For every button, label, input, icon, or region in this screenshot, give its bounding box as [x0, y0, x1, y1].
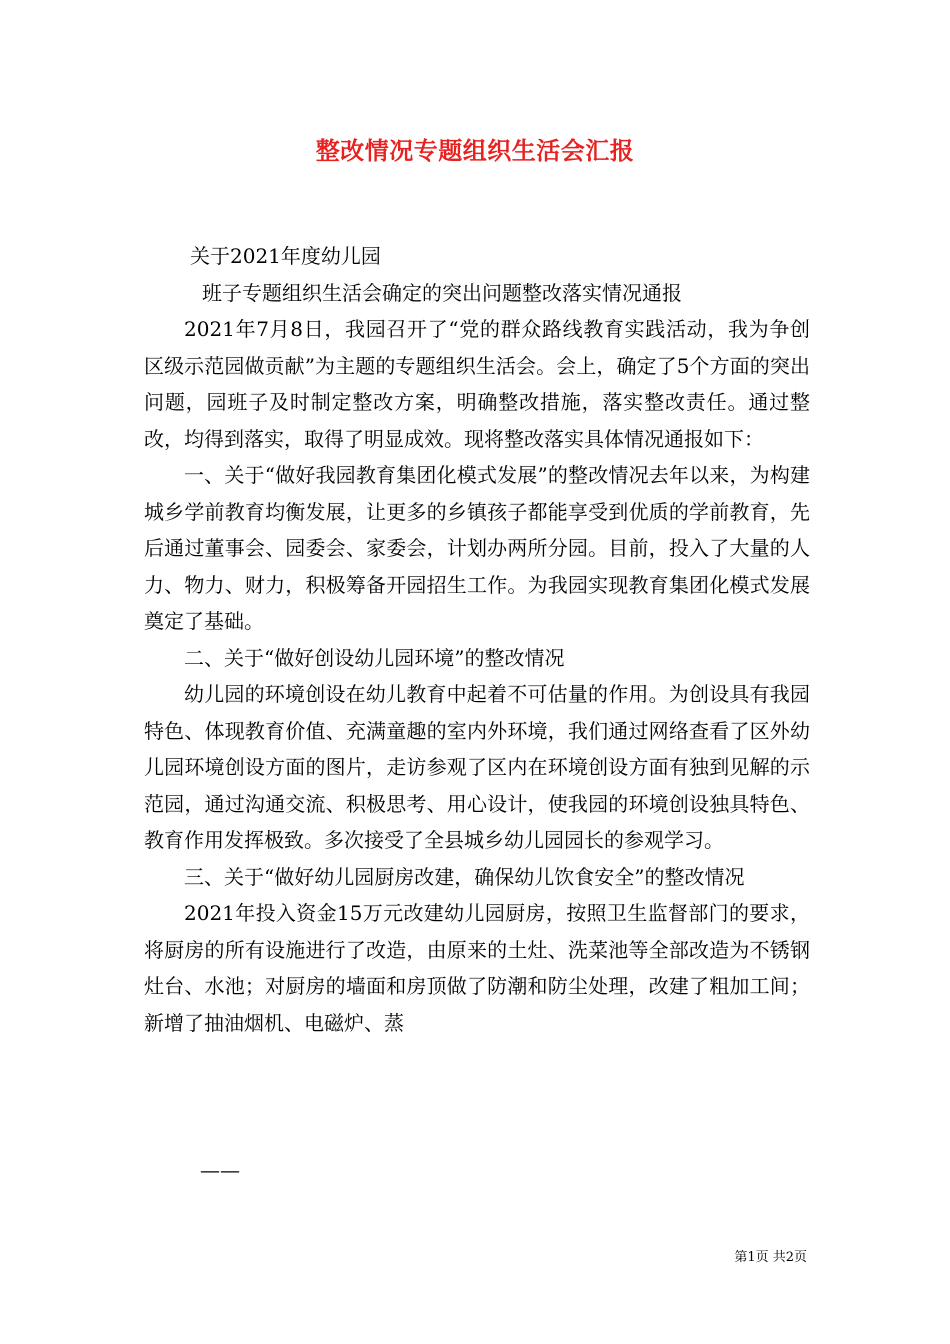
- page-number: 第1页 共2页: [734, 1250, 807, 1265]
- paragraph-section-1: 一、关于“做好我园教育集团化模式发展”的整改情况去年以来，为构建城乡学前教育均衡发展，让更多的乡镇孩子都能享受到优质的学前教育，先后通过董事会、园委会、家委会，计划办两所分园。目前，投入了大量的人力、物力、财力，积极筹备开园招生工作。为我园实现教育集团化模式发展奠定了基础。: [144, 463, 810, 633]
- paragraph-intro-line1: 关于2021年度幼儿园: [190, 244, 381, 268]
- paragraph-section-2-body: 幼儿园的环境创设在幼儿教育中起着不可估量的作用。为创设具有我园特色、体现教育价值、充满童趣的室内外环境，我们通过网络查看了区外幼儿园环境创设方面的图片，走访参观了区内在环境创设方面有独到见解的示范园，通过沟通交流、积极思考、用心设计，使我园的环境创设独具特色、教育作用发挥极致。多次接受了全县城乡幼儿园园长的参观学习。: [144, 682, 810, 852]
- paragraph-section-3-body: 2021年投入资金15万元改建幼儿园厨房，按照卫生监督部门的要求，将厨房的所有设施进行了改造，由原来的土灶、洗菜池等全部改造为不锈钢灶台、水池；对厨房的墙面和房顶做了防潮和防尘处理，改建了粗加工间；新增了抽油烟机、电磁炉、蒸: [144, 901, 810, 1035]
- paragraph-meeting-summary: 2021年7月8日，我园召开了“党的群众路线教育实践活动，我为争创区级示范园做贡献”为主题的专题组织生活会。会上，确定了5个方面的突出问题，园班子及时制定整改方案，明确整改措施，落实整改责任。通过整改，均得到落实，取得了明显成效。现将整改落实具体情况通报如下：: [144, 317, 810, 451]
- document-body: [144, 238, 810, 1041]
- paragraph-intro-line2: 班子专题组织生活会确定的突出问题整改落实情况通报: [202, 280, 682, 305]
- continuation-dash: ——: [200, 1158, 240, 1182]
- paragraph-section-3-heading: 三、关于“做好幼儿园厨房改建，确保幼儿饮食安全”的整改情况: [184, 864, 745, 889]
- document-title: 整改情况专题组织生活会汇报: [315, 137, 635, 165]
- paragraph-section-2-heading: 二、关于“做好创设幼儿园环境”的整改情况: [184, 645, 565, 670]
